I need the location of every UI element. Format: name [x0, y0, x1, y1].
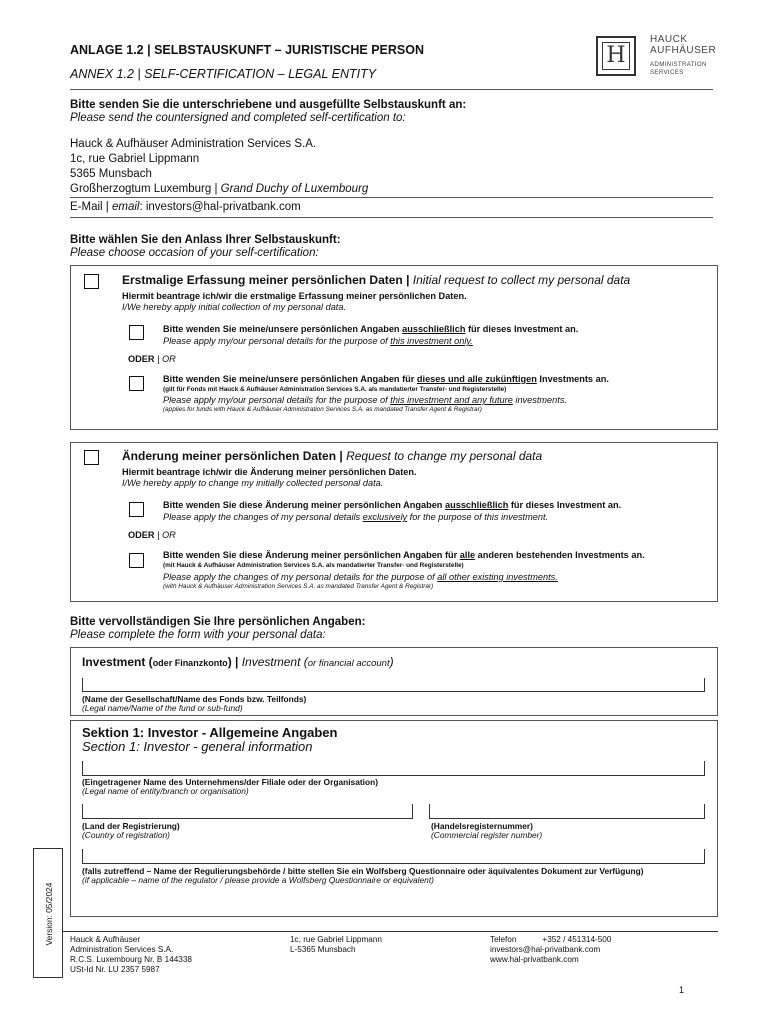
change-this-investment-checkbox[interactable] — [129, 502, 144, 517]
address-line: Hauck & Aufhäuser Administration Services S.A. — [70, 138, 317, 150]
regulator-input[interactable] — [82, 849, 705, 864]
section1-title-en: Section 1: Investor - general information — [82, 739, 313, 754]
initial-title: Erstmalige Erfassung meiner persönlichen Daten | Initial request to collect my personal data — [122, 273, 631, 287]
investment-title: Investment (oder Finanzkonto) | Investment (or financial account) — [82, 655, 394, 669]
initial-opt2-en: Please apply my/our personal details for the purpose of this investment and any future investments. — [163, 395, 567, 405]
change-sub-en: I/We hereby apply to change my initially collected personal data. — [122, 478, 384, 488]
commercial-register-input[interactable] — [429, 804, 705, 819]
initial-this-investment-checkbox[interactable] — [129, 325, 144, 340]
logo-text — [650, 34, 716, 56]
footer-phone-label: Telefon — [490, 935, 517, 944]
send-heading-de: Bitte senden Sie die unterschriebene und ausgefüllte Selbstauskunft an: — [70, 99, 467, 111]
version-box — [33, 848, 63, 978]
address-block — [70, 137, 368, 197]
investment-label-de: (Name der Gesellschaft/Name des Fonds bzw. Teilfonds) — [82, 694, 307, 704]
address-line: 5365 Munsbach — [70, 168, 152, 180]
country-registration-input[interactable] — [82, 804, 413, 819]
country-label-de: (Land der Registrierung) — [82, 821, 180, 831]
email-line: E-Mail | email: investors@hal-privatbank.com — [70, 201, 301, 213]
investment-name-input[interactable] — [82, 678, 705, 692]
initial-oder: ODER | OR — [128, 354, 176, 364]
header-rule — [70, 89, 713, 90]
logo-monogram: H — [602, 42, 630, 70]
occasion-heading-de: Bitte wählen Sie den Anlass Ihrer Selbstauskunft: — [70, 234, 341, 246]
change-request-checkbox[interactable] — [84, 450, 99, 465]
logo-subtext — [650, 61, 707, 77]
logo-line2: AUFHÄUSER — [650, 45, 717, 56]
change-opt2-note-en: (with Hauck & Aufhäuser Administration Services S.A. as mandated Transfer Agent & Registrar) — [163, 583, 434, 590]
logo-mark — [596, 36, 636, 76]
page-number: 1 — [679, 985, 685, 995]
change-opt1-de: Bitte wenden Sie diese Änderung meiner persönlichen Angaben ausschließlich für dieses Investment an. — [163, 500, 622, 510]
register-label-en: (Commercial register number) — [431, 830, 543, 840]
change-opt2-note-de: (mit Hauck & Aufhäuser Administration Services S.A. als mandatierter Transfer- und Registerstelle) — [163, 562, 464, 569]
legal-name-input[interactable] — [82, 761, 705, 776]
footer-email[interactable]: investors@hal-privatbank.com — [490, 945, 601, 954]
title-en: ANNEX 1.2 | SELF-CERTIFICATION – LEGAL ENTITY — [70, 67, 377, 81]
initial-opt1-en: Please apply my/our personal details for the purpose of this investment only. — [163, 336, 473, 346]
footer-contact — [490, 935, 611, 965]
initial-all-investments-checkbox[interactable] — [129, 376, 144, 391]
initial-sub-en: I/We hereby apply initial collection of my personal data. — [122, 302, 347, 312]
regulator-label-en: (if applicable – name of the regulator / please provide a Wolfsberg Questionnaire or equivalent) — [82, 875, 434, 885]
footer-website[interactable]: www.hal-privatbank.com — [490, 955, 579, 964]
initial-opt1-de: Bitte wenden Sie meine/unsere persönlichen Angaben ausschließlich für dieses Investment an. — [163, 324, 579, 334]
change-opt2-en: Please apply the changes of my personal details for the purpose of all other existing investments. — [163, 572, 558, 582]
change-all-investments-checkbox[interactable] — [129, 553, 144, 568]
version-label: Version: 05/2024 — [44, 882, 54, 946]
occasion-heading-en: Please choose occasion of your self-certification: — [70, 247, 319, 259]
address-country: Großherzogtum Luxemburg | Grand Duchy of Luxembourg — [70, 183, 369, 195]
logo-line3: ADMINISTRATION — [650, 61, 707, 68]
change-opt1-en: Please apply the changes of my personal details exclusively for the purpose of this investment. — [163, 512, 549, 522]
address-line: 1c, rue Gabriel Lippmann — [70, 153, 200, 165]
title-de: ANLAGE 1.2 | SELBSTAUSKUNFT – JURISTISCHE PERSON — [70, 43, 425, 57]
initial-sub-de: Hiermit beantrage ich/wir die erstmalige Erfassung meiner persönlichen Daten. — [122, 291, 467, 301]
footer-company: Hauck & Aufhäuser Administration Services S.A. R.C.S. Luxembourg Nr. B 144338 USt-Id Nr. LU 2357 5987 — [70, 935, 192, 974]
change-title: Änderung meiner persönlichen Daten | Request to change my personal data — [122, 449, 543, 463]
send-heading-en: Please send the countersigned and completed self-certification to: — [70, 112, 406, 124]
initial-opt2-note-en: (applies for funds with Hauck & Aufhäuser Administration Services S.A. as mandated Transfer Agent & Registrar) — [163, 406, 482, 413]
change-oder: ODER | OR — [128, 530, 176, 540]
initial-opt2-de: Bitte wenden Sie meine/unsere persönlichen Angaben für dieses und alle zukünftigen Investments an. — [163, 374, 609, 384]
change-opt2-de: Bitte wenden Sie diese Änderung meiner persönlichen Angaben für alle anderen bestehenden Investments an. — [163, 550, 645, 560]
investment-label-en: (Legal name/Name of the fund or sub-fund) — [82, 703, 243, 713]
country-label-en: (Country of registration) — [82, 830, 170, 840]
footer-address: 1c, rue Gabriel Lippmann L-5365 Munsbach — [290, 935, 382, 954]
initial-request-checkbox[interactable] — [84, 274, 99, 289]
complete-heading-en: Please complete the form with your personal data: — [70, 629, 326, 641]
logo-line4: SERVICES — [650, 69, 684, 76]
initial-opt2-note-de: (gilt für Fonds mit Hauck & Aufhäuser Administration Services S.A. als mandatierter Transfer- und Registerstelle) — [163, 386, 507, 393]
logo-line1: HAUCK — [650, 34, 688, 45]
legal-name-label-en: (Legal name of entity/branch or organisation) — [82, 786, 249, 796]
regulator-label-de: (falls zutreffend – Name der Regulierungsbehörde / bitte stellen Sie ein Wolfsberg Questionnaire oder äquivalentes Dokument zur Verfügung) — [82, 866, 644, 876]
address-rule — [70, 197, 713, 198]
complete-heading-de: Bitte vervollständigen Sie Ihre persönlichen Angaben: — [70, 616, 366, 628]
section1-title-de: Sektion 1: Investor - Allgemeine Angaben — [82, 725, 338, 740]
footer-phone-value: +352 / 451314-500 — [542, 935, 612, 944]
email-rule — [70, 217, 713, 218]
change-sub-de: Hiermit beantrage ich/wir die Änderung meiner persönlichen Daten. — [122, 467, 417, 477]
register-label-de: (Handelsregisternummer) — [431, 821, 533, 831]
footer-rule — [63, 931, 718, 932]
legal-name-label-de: (Eingetragener Name des Unternehmens/der Filiale oder der Organisation) — [82, 777, 378, 787]
